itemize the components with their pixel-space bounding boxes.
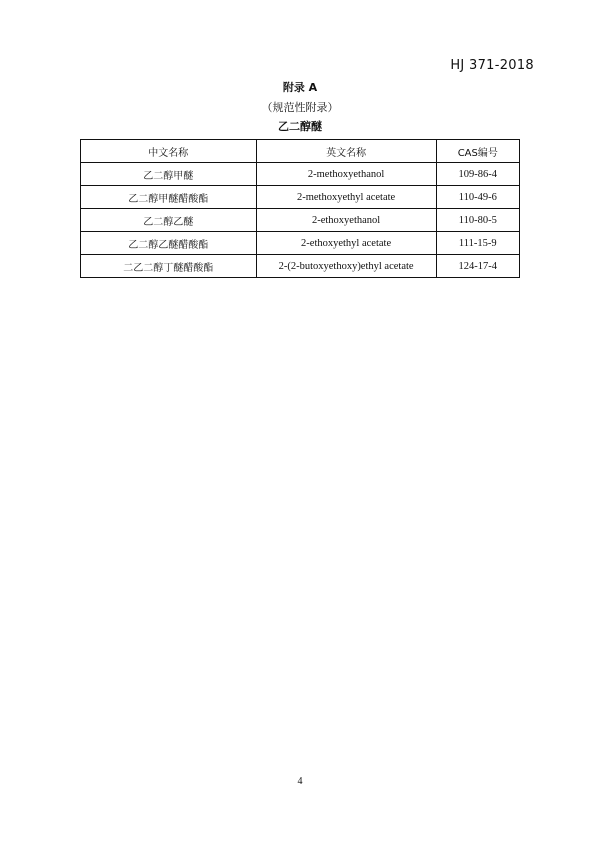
table-row — [81, 186, 520, 209]
glycol-ether-table — [80, 139, 520, 278]
appendix-label: 附录 A — [282, 81, 318, 94]
header-english-name: 英文名称 — [256, 140, 436, 163]
table-header-row — [81, 140, 520, 163]
cell-chinese-name: 乙二醇甲醚醋酸酯 — [81, 186, 257, 209]
document-code: HJ 371-2018 — [450, 58, 534, 73]
cell-chinese-name: 乙二醇甲醚 — [81, 163, 257, 186]
cell-cas-number: 109-86-4 — [436, 163, 519, 186]
cell-english-name: 2-ethoxyethyl acetate — [256, 232, 436, 255]
table-row — [81, 163, 520, 186]
cell-chinese-name: 乙二醇乙醚醋酸酯 — [81, 232, 257, 255]
cell-cas-number: 110-49-6 — [436, 186, 519, 209]
cell-english-name: 2-ethoxyethanol — [256, 209, 436, 232]
cell-cas-number: 110-80-5 — [436, 209, 519, 232]
table-row — [81, 209, 520, 232]
header-cas-number: CAS编号 — [436, 140, 519, 163]
appendix-title: 乙二醇醚 — [278, 120, 322, 133]
table-row — [81, 255, 520, 278]
appendix-type: （规范性附录） — [261, 101, 339, 114]
cell-cas-number: 124-17-4 — [436, 255, 519, 278]
page-number: 4 — [297, 776, 303, 787]
header-chinese-name: 中文名称 — [81, 140, 257, 163]
cell-english-name: 2-methoxyethanol — [256, 163, 436, 186]
cell-english-name: 2-(2-butoxyethoxy)ethyl acetate — [256, 255, 436, 278]
cell-chinese-name: 二乙二醇丁醚醋酸酯 — [81, 255, 257, 278]
cell-cas-number: 111-15-9 — [436, 232, 519, 255]
cell-chinese-name: 乙二醇乙醚 — [81, 209, 257, 232]
cell-english-name: 2-methoxyethyl acetate — [256, 186, 436, 209]
table-row — [81, 232, 520, 255]
